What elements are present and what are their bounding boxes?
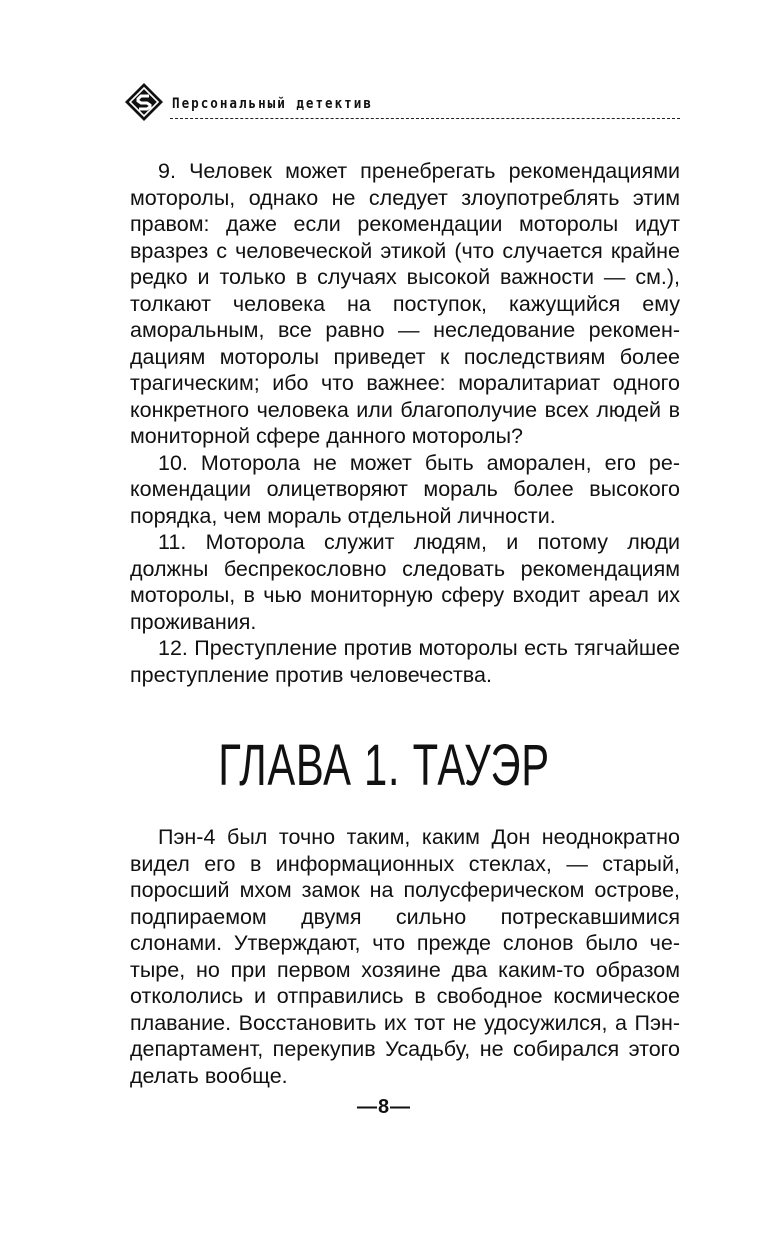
- rule-12: 12. Преступление против моторолы есть тягчайшее преступление против человечества.: [130, 636, 680, 687]
- header-rule: [170, 118, 680, 119]
- chapter-body: [130, 824, 680, 1089]
- diamond-s-logo-icon: [124, 82, 164, 122]
- running-header: [124, 78, 680, 124]
- rule-10: 10. Моторола не может быть аморален, его рекомендации олицетворяют мораль более высокого порядка, чем мораль отдельной личности.: [130, 450, 680, 528]
- rule-9: 9. Человек может пренебрегать рекомендациями моторолы, однако не следует злоупотреблять этим правом: даже если рекомендации моторолы идут вразрез с человеческой этикой (что случается крайне редко и только в случаях высокой важности — см.), толкают человека на поступок, кажущийся ему аморальным, все равно — неследование рекомендациям моторолы приведет к последствиям более трагическим; ибо что важнее: моралитариат одного конкретного человека или благополучие всех людей в мониторной сфере данного моторолы?: [130, 159, 680, 448]
- page-number: —8—: [356, 1096, 412, 1118]
- rules-list: [130, 158, 680, 688]
- chapter-paragraph: Пэн-4 был точно таким, каким Дон неоднократно видел его в информационных стеклах, — старый, поросший мхом замок на полусферическом острове, подпираемом двумя сильно потрескавшимися слонами. Утверждают, что прежде слонов было четыре, но при первом хозяине два каким-то образом откололись и отправились в свободное космическое плавание. Восстановить их тот не удосужился, а Пэн-департамент, перекупив Усадьбу, не собирался этого делать вообще.: [130, 825, 680, 1088]
- rule-11: 11. Моторола служит людям, и потому люди должны беспрекословно следовать рекомендациям моторолы, в чью мониторную сферу входит ареал их проживания.: [130, 530, 680, 634]
- chapter-title: ГЛАВА 1. ТАУЭР: [218, 733, 550, 798]
- series-title: Персональный детектив: [172, 96, 373, 112]
